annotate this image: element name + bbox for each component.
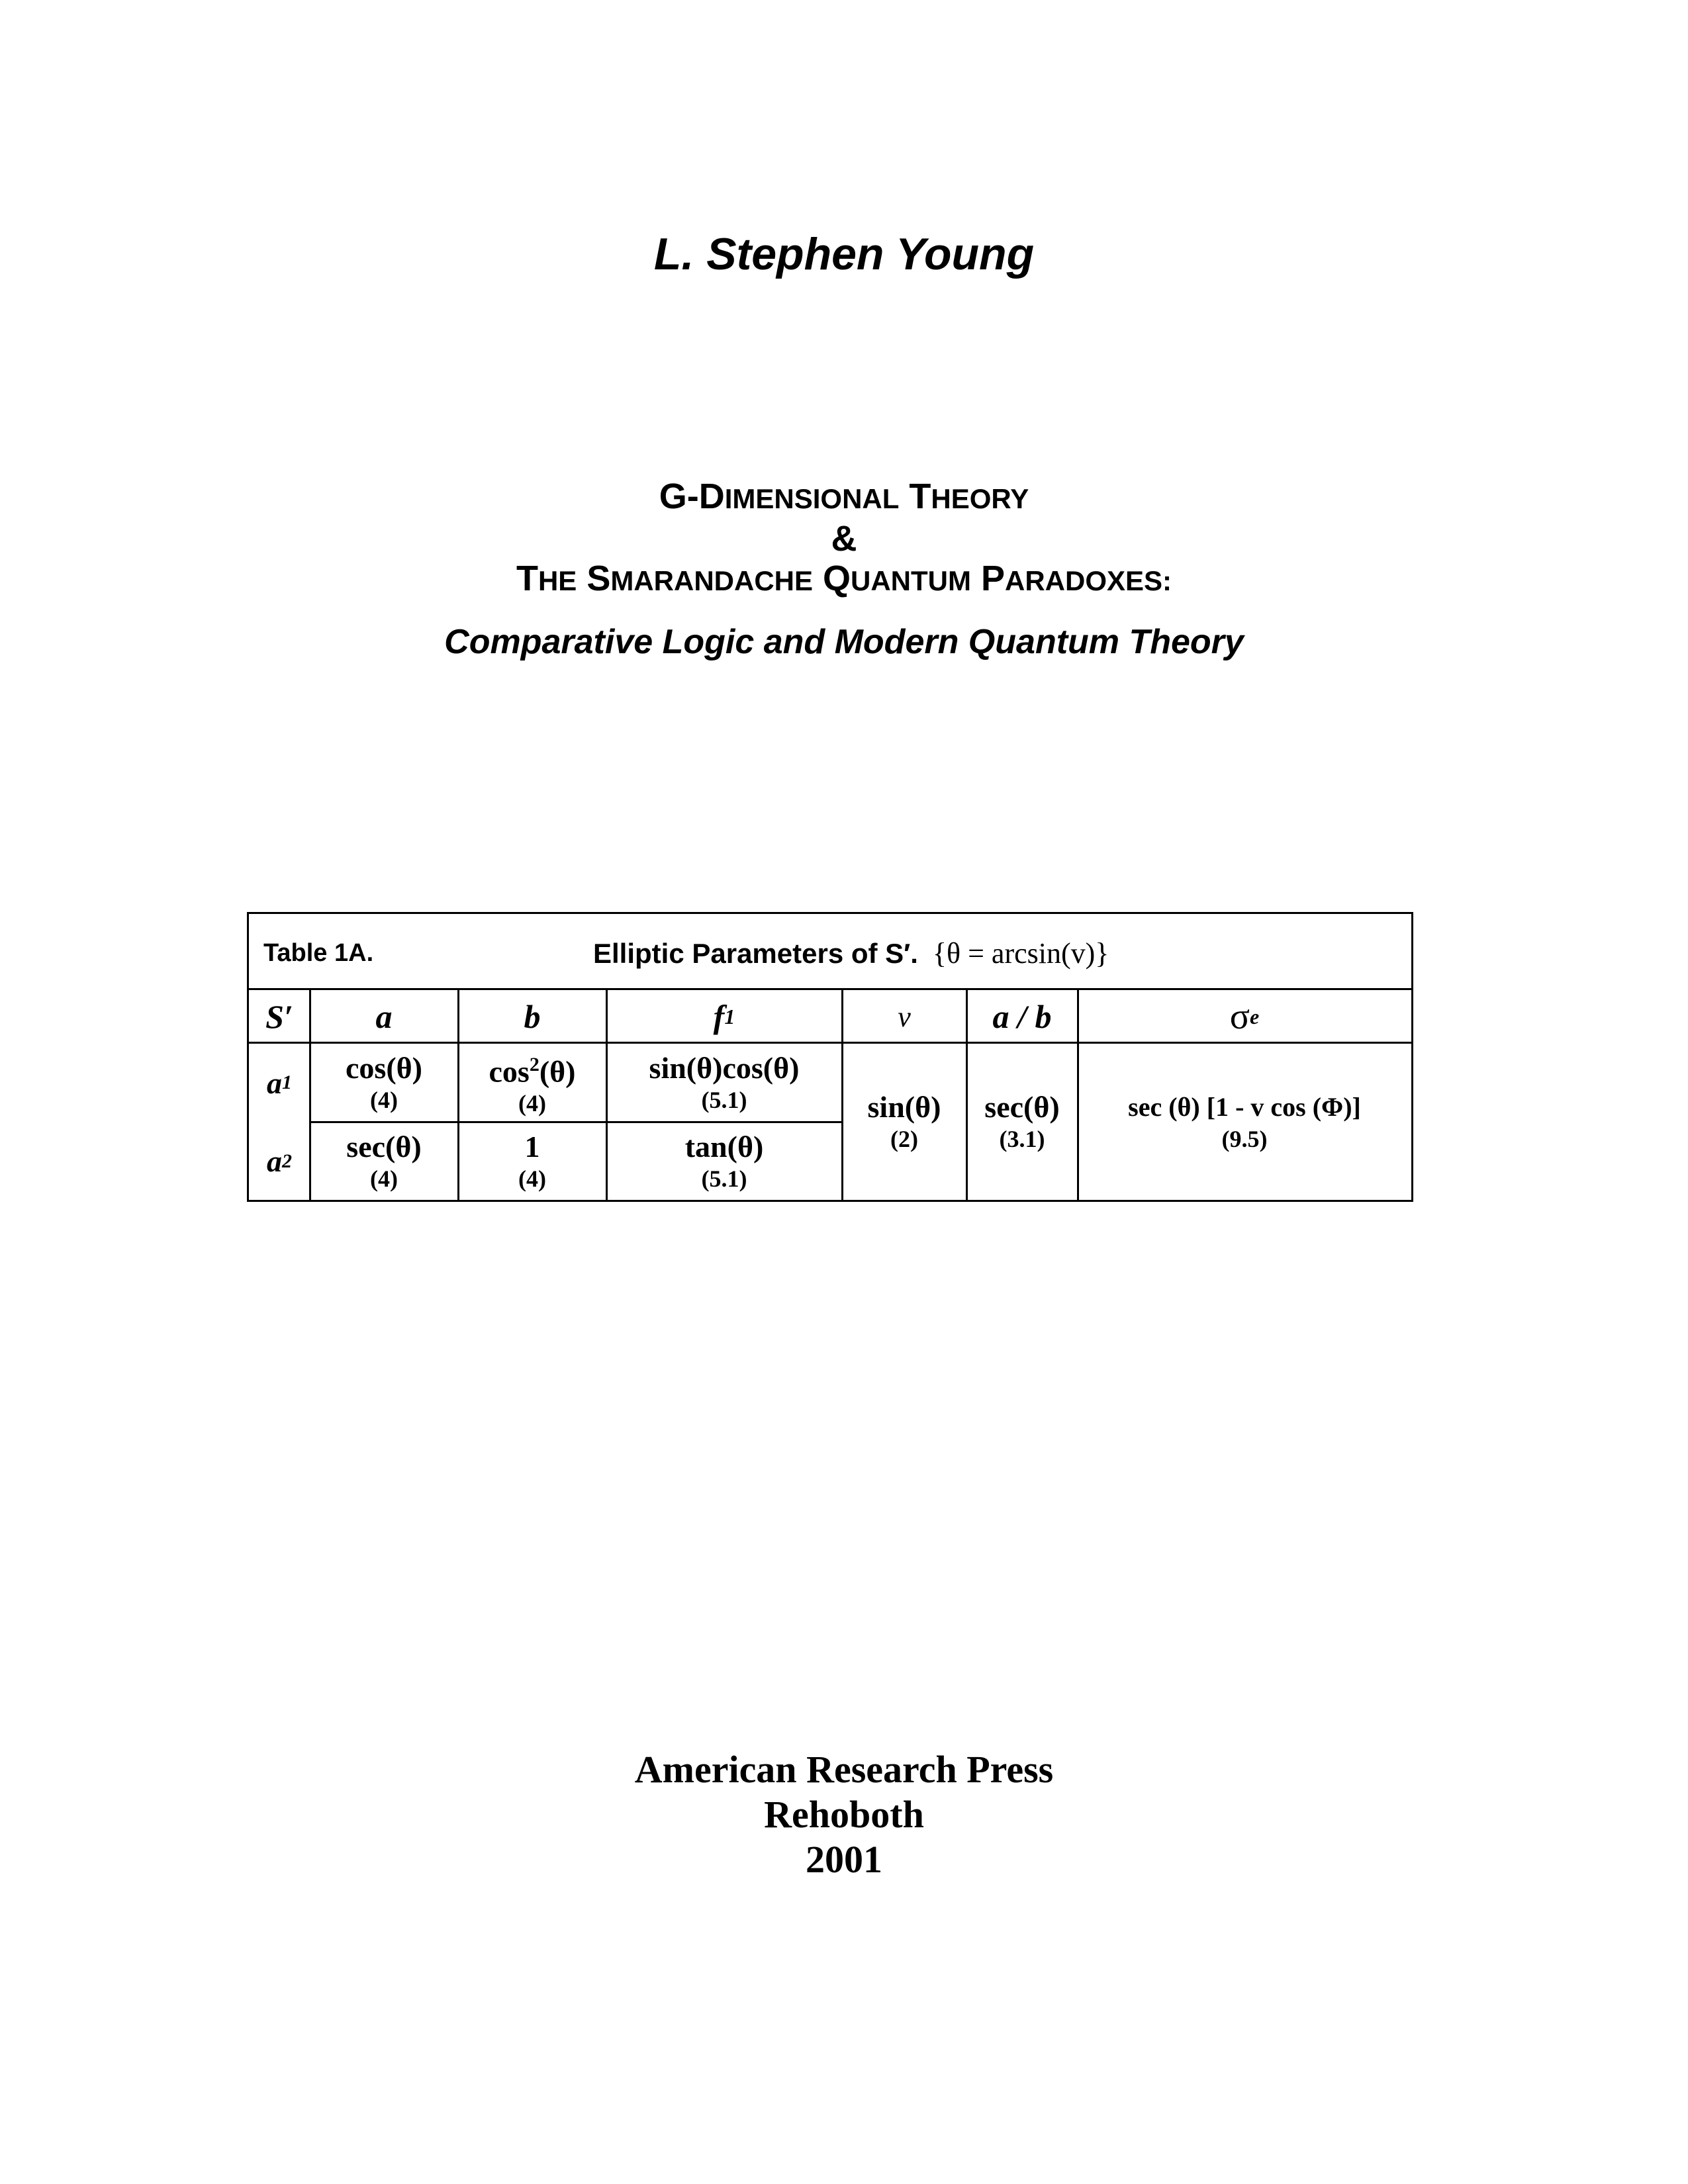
grid-line	[606, 990, 608, 1200]
cell-a1-f1: sin(θ)cos(θ) (5.1)	[649, 1051, 800, 1113]
author-name: L. Stephen Young	[653, 229, 1035, 279]
table-title: Elliptic Parameters of S′. {θ = arcsin(v)}	[593, 937, 1109, 970]
table-equation: {θ = arcsin(v)}	[932, 937, 1109, 970]
title-line-3: THE SMARANDACHE QUANTUM PARADOXES:	[516, 559, 1172, 598]
title-ampersand: &	[831, 519, 857, 559]
grid-line	[841, 990, 843, 1200]
publisher-block	[0, 1747, 1688, 1882]
header-a: a	[375, 998, 393, 1035]
cell-a2-a: sec(θ) (4)	[346, 1129, 422, 1192]
cell-v: sin(θ) (2)	[867, 1089, 941, 1152]
header-v: v	[898, 1000, 911, 1033]
cell-a2-f1: tan(θ) (5.1)	[684, 1129, 764, 1192]
header-b: b	[524, 998, 541, 1035]
grid-line	[457, 990, 459, 1200]
cell-a1-a: cos(θ) (4)	[346, 1051, 422, 1113]
book-subtitle: Comparative Logic and Modern Quantum Theory	[444, 623, 1244, 661]
row-label-a2: a 2	[267, 1144, 292, 1178]
grid-line	[1077, 990, 1079, 1200]
table-caption	[249, 914, 1411, 990]
cell-sigma-e: sec (θ) [1 - v cos (Φ)] (9.5)	[1128, 1091, 1361, 1152]
table-label: Table 1A.	[263, 939, 374, 967]
header-f1: f 1	[713, 998, 735, 1035]
book-title	[0, 477, 1688, 662]
grid-line	[966, 990, 968, 1200]
cell-a-over-b: sec(θ) (3.1)	[984, 1089, 1060, 1152]
grid-line	[249, 1042, 1411, 1044]
header-a-over-b: a / b	[992, 998, 1052, 1035]
row-label-a1: a 1	[267, 1066, 292, 1100]
publication-year: 2001	[806, 1838, 882, 1881]
parameters-table	[247, 912, 1413, 1202]
title-line-1: G-DIMENSIONAL THEORY	[659, 477, 1029, 516]
header-sprime: S′	[265, 998, 293, 1035]
publisher-city: Rehoboth	[764, 1793, 924, 1836]
cell-a1-b: $\cos^2(\theta)$ (4)	[489, 1053, 576, 1117]
publisher-name: American Research Press	[634, 1748, 1054, 1791]
grid-line	[309, 990, 311, 1200]
cell-a2-b: 1 (4)	[518, 1129, 546, 1192]
header-sigma-e: σ e	[1229, 996, 1260, 1037]
grid-line	[310, 1121, 842, 1123]
